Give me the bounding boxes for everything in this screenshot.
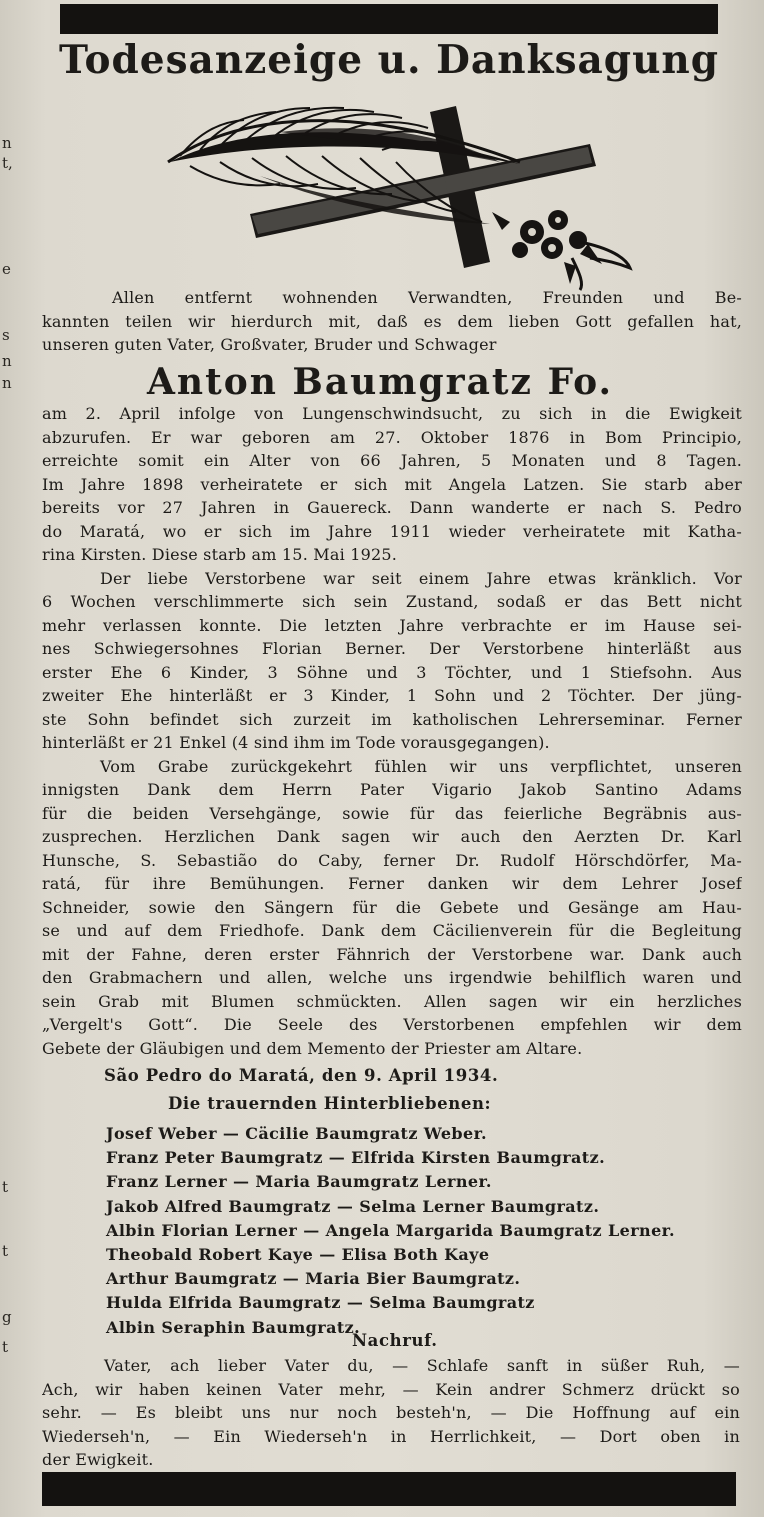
- text-line: zusprechen. Herzlichen Dank sagen wir auch den Aerzten Dr. Karl: [42, 827, 742, 846]
- text-line: kannten teilen wir hierdurch mit, daß es dem lieben Gott gefallen hat,: [42, 311, 742, 331]
- intro-paragraph: [42, 286, 742, 357]
- text-line: 6 Wochen verschlimmerte sich sein Zustand, sodaß er das Bett nicht: [42, 592, 742, 611]
- mourner-entry: Franz Lerner — Maria Baumgratz Lerner.: [106, 1172, 492, 1192]
- margin-fragment: g: [2, 1308, 12, 1326]
- text-line: mit der Fahne, deren erster Fähnrich der Verstorbene war. Dank auch: [42, 944, 742, 964]
- cross-and-palm-icon: [160, 92, 640, 292]
- text-line: Der liebe Verstorbene war seit einem Jahre etwas kränklich. Vor: [100, 568, 742, 588]
- nachruf-poem: [42, 1354, 740, 1472]
- text-line: abzurufen. Er war geboren am 27. Oktober 1876 in Bom Principio,: [42, 427, 742, 447]
- poem-line: der Ewigkeit.: [42, 1450, 154, 1469]
- mourner-entry: Arthur Baumgratz — Maria Bier Baumgratz.: [106, 1269, 521, 1289]
- text-line: bereits vor 27 Jahren in Gauereck. Dann wanderte er nach S. Pedro: [42, 498, 742, 517]
- text-line: hinterläßt er 21 Enkel (4 sind ihm im Tode vorausgegangen).: [42, 733, 550, 752]
- top-rule: [60, 4, 718, 34]
- margin-fragment: s: [2, 326, 10, 344]
- nachruf-heading: Nachruf.: [352, 1331, 438, 1350]
- text-line: se und auf dem Friedhofe. Dank dem Cäcilienverein für die Begleitung: [42, 921, 742, 940]
- text-line: mehr verlassen konnte. Die letzten Jahre verbrachte er im Hause sei-: [42, 615, 742, 635]
- text-line: erster Ehe 6 Kinder, 3 Söhne und 3 Töchter, und 1 Stiefsohn. Aus: [42, 662, 742, 682]
- poem-line: Ach, wir haben keinen Vater mehr, — Kein andrer Schmerz drückt so: [42, 1379, 740, 1399]
- text-line: Im Jahre 1898 verheiratete er sich mit Angela Latzen. Sie starb aber: [42, 474, 742, 494]
- text-line: Vom Grabe zurückgekehrt fühlen wir uns verpflichtet, unseren: [100, 756, 742, 776]
- text-line: do Maratá, wo er sich im Jahre 1911 wieder verheiratete mit Katha-: [42, 521, 742, 541]
- text-line: zweiter Ehe hinterläßt er 3 Kinder, 1 Sohn und 2 Töchter. Der jüng-: [42, 686, 742, 705]
- margin-fragment: t: [2, 1338, 9, 1356]
- text-line: ratá, für ihre Bemühungen. Ferner danken wir dem Lehrer Josef: [42, 874, 742, 893]
- notice-title: Todesanzeige u. Danksagung: [58, 37, 720, 83]
- text-line: ste Sohn befindet sich zurzeit im katholischen Lehrerseminar. Ferner: [42, 709, 742, 729]
- margin-fragment: n: [2, 134, 12, 152]
- margin-fragment: t: [2, 1178, 9, 1196]
- text-line: Gebete der Gläubigen und dem Memento der Priester am Altare.: [42, 1038, 583, 1058]
- body-paragraphs: [42, 402, 742, 1060]
- mourner-entry: Josef Weber — Cäcilie Baumgratz Weber.: [106, 1124, 487, 1143]
- text-line: sein Grab mit Blumen schmückten. Allen sagen wir ein herzliches: [42, 991, 742, 1011]
- deceased-name: Anton Baumgratz Fo.: [146, 361, 614, 403]
- text-line: Schneider, sowie den Sängern für die Gebete und Gesänge am Hau-: [42, 897, 742, 917]
- poem-line: Wiederseh'n, — Ein Wiederseh'n in Herrlichkeit, — Dort oben in: [42, 1426, 740, 1446]
- mourner-entry: Theobald Robert Kaye — Elisa Both Kaye: [106, 1245, 490, 1265]
- margin-fragment: e: [2, 260, 11, 278]
- text-line: am 2. April infolge von Lungenschwindsucht, zu sich in die Ewigkeit: [42, 404, 742, 423]
- mourner-entry: Jakob Alfred Baumgratz — Selma Lerner Baumgratz.: [106, 1196, 600, 1216]
- bottom-rule: [42, 1472, 736, 1506]
- text-line: den Grabmachern und allen, welche uns irgendwie behilflich waren und: [42, 968, 742, 987]
- margin-fragment: n: [2, 374, 12, 392]
- text-line: erreichte somit ein Alter von 66 Jahren, 5 Monaten und 8 Tagen.: [42, 451, 742, 470]
- poem-line: sehr. — Es bleibt uns nur noch besteh'n, — Die Hoffnung auf ein: [42, 1403, 740, 1422]
- text-line: unseren guten Vater, Großvater, Bruder und Schwager: [42, 335, 497, 354]
- poem-line: Vater, ach lieber Vater du, — Schlafe sanft in süßer Ruh, —: [104, 1356, 740, 1375]
- text-line: innigsten Dank dem Herrn Pater Vigario Jakob Santino Adams: [42, 780, 742, 799]
- text-line: für die beiden Versehgänge, sowie für das feierliche Begräbnis aus-: [42, 803, 742, 823]
- text-line: Hunsche, S. Sebastião do Caby, ferner Dr. Rudolf Hörschdörfer, Ma-: [42, 850, 742, 870]
- margin-fragment: t,: [2, 154, 13, 172]
- mourners-list: [106, 1122, 675, 1340]
- text-line: Allen entfernt wohnenden Verwandten, Freunden und Be-: [112, 288, 742, 307]
- mourner-entry: Franz Peter Baumgratz — Elfrida Kirsten Baumgratz.: [106, 1148, 606, 1168]
- mourners-heading: Die trauernden Hinterbliebenen:: [168, 1094, 492, 1113]
- mourner-entry: Albin Florian Lerner — Angela Margarida Baumgratz Lerner.: [106, 1220, 676, 1240]
- margin-fragment: t: [2, 1242, 9, 1260]
- text-line: „Vergelt's Gott“. Die Seele des Verstorbenen empfehlen wir dem: [42, 1015, 742, 1034]
- text-line: nes Schwiegersohnes Florian Berner. Der Verstorbene hinterläßt aus: [42, 639, 742, 658]
- text-line: rina Kirsten. Diese starb am 15. Mai 1925.: [42, 545, 397, 564]
- mourner-entry: Albin Seraphin Baumgratz.: [106, 1317, 361, 1337]
- mourner-entry: Hulda Elfrida Baumgratz — Selma Baumgratz: [106, 1293, 535, 1313]
- dateline: São Pedro do Maratá, den 9. April 1934.: [104, 1066, 499, 1085]
- margin-fragment: n: [2, 352, 12, 370]
- left-column-fragments: [0, 0, 24, 1517]
